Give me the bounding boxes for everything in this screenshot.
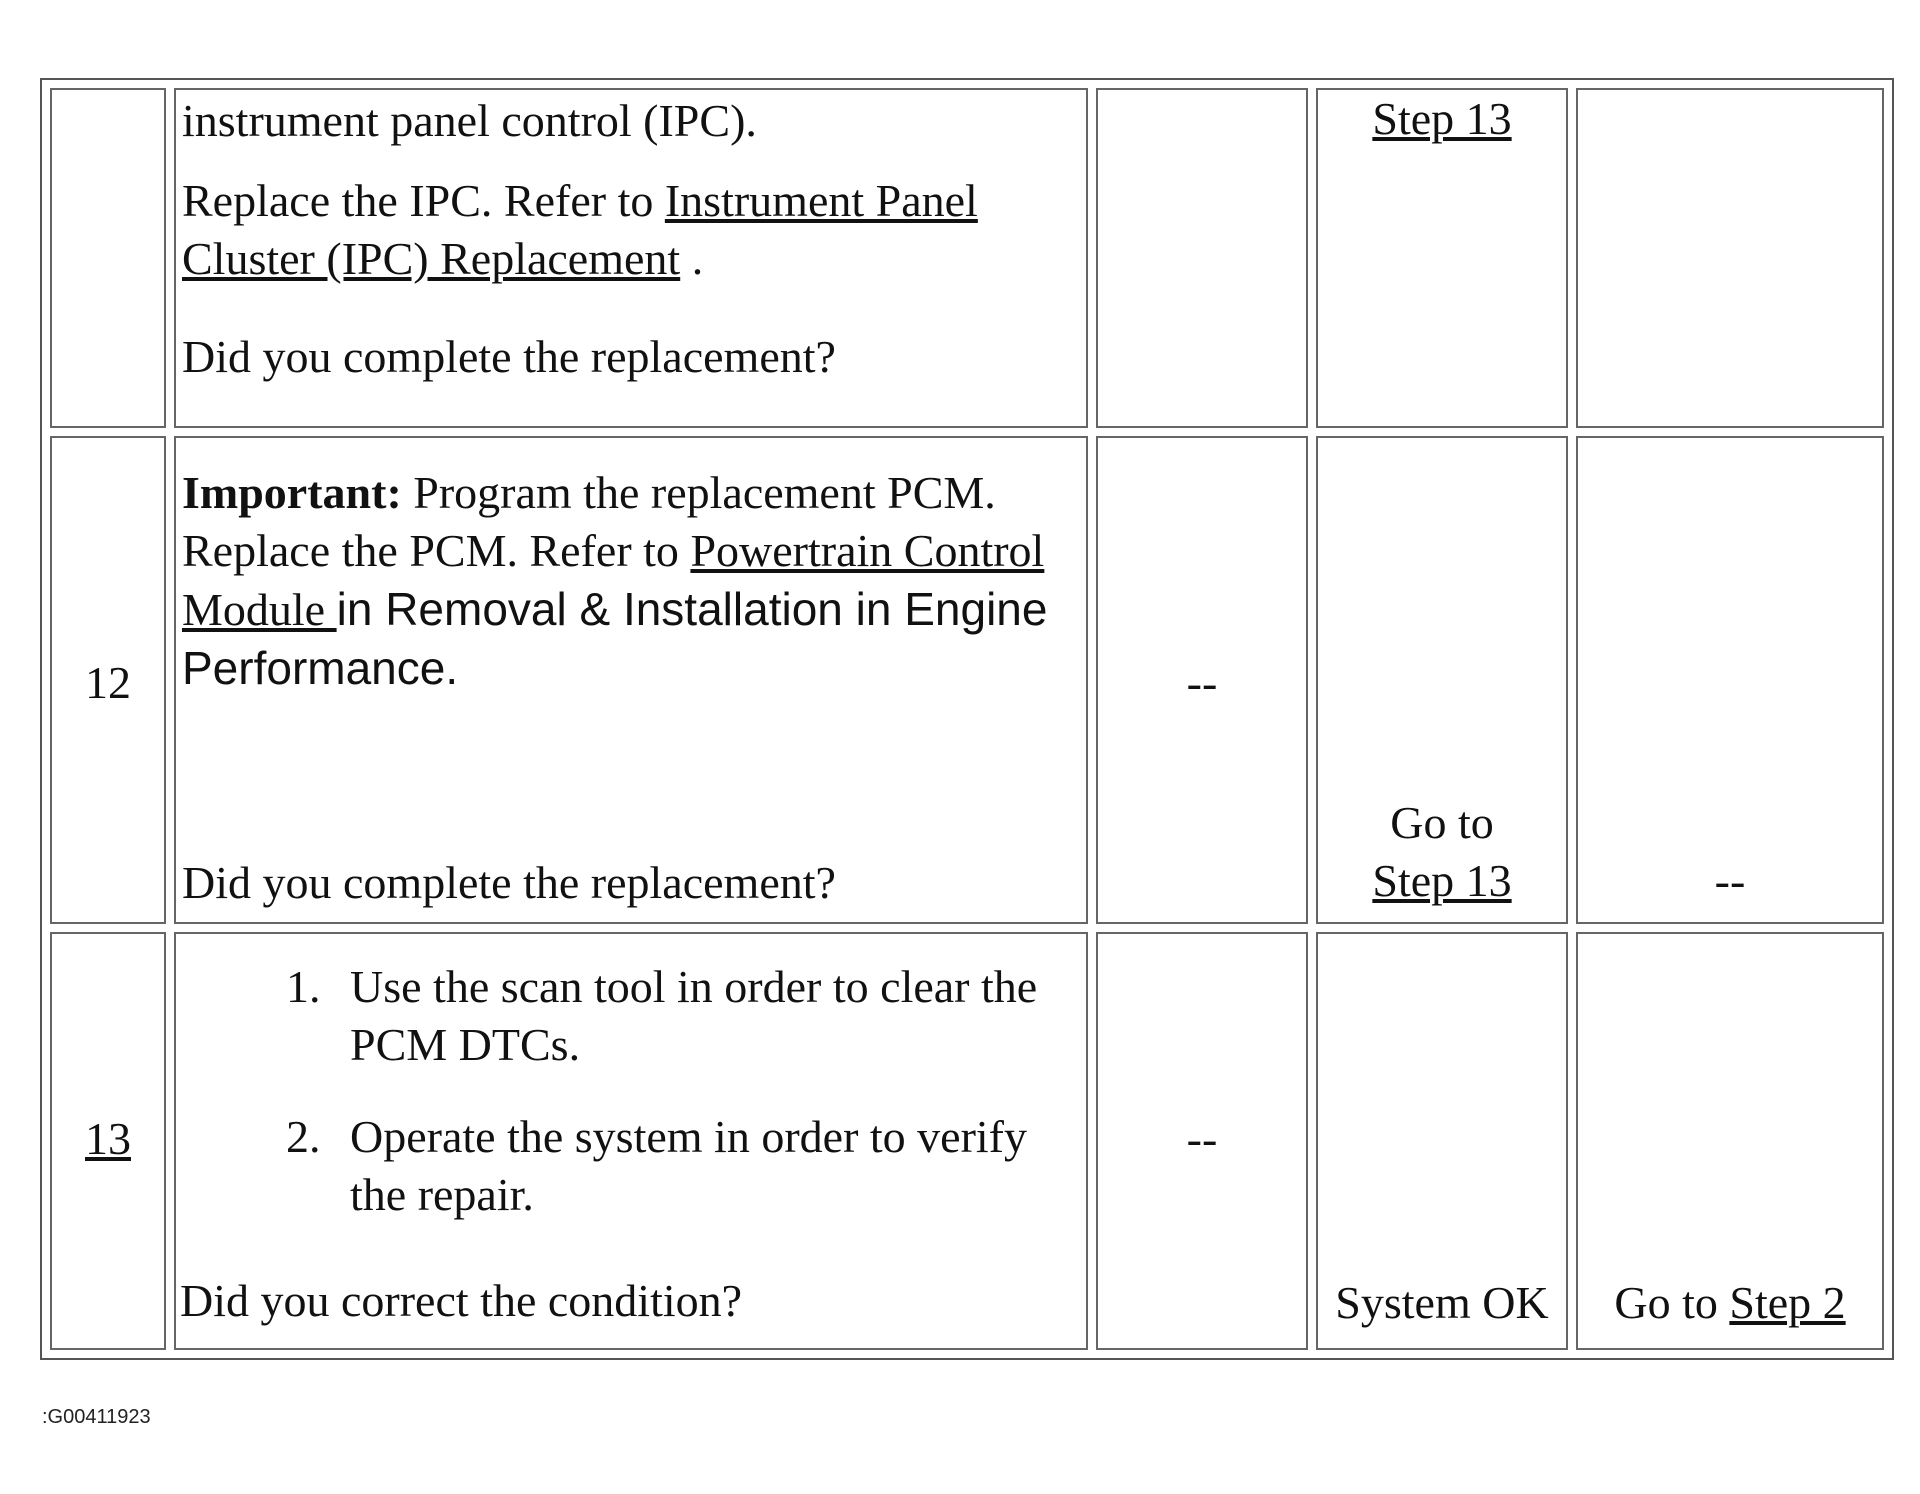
value-cell: -- [1096, 436, 1308, 924]
value-cell [1096, 88, 1308, 428]
diagnostic-table-container [40, 78, 1892, 1360]
step-2-link[interactable]: Step 2 [1729, 1277, 1846, 1328]
yes-cell: System OK [1316, 932, 1568, 1350]
table-row [50, 932, 1884, 1350]
question-text: Did you correct the condition? [180, 1275, 743, 1326]
go-to-text: Go to [1390, 797, 1494, 848]
action-text: instrument panel control (IPC). [182, 95, 757, 146]
pcm-link[interactable]: Powertrain Control Module [182, 525, 1045, 635]
question-text: Did you complete the replacement? [182, 857, 836, 908]
yes-cell [1316, 436, 1568, 924]
yes-cell [1316, 88, 1568, 428]
figure-id: :G00411923 [42, 1406, 151, 1428]
question-text: Did you complete the replacement? [182, 331, 836, 382]
list-item: 1. Use the scan tool in order to clear the PCM DTCs. [332, 958, 1080, 1074]
list-item: 2. Operate the system in order to verify the repair. [332, 1108, 1080, 1224]
step-13-link[interactable]: Step 13 [1372, 93, 1512, 144]
value-cell: -- [1096, 932, 1308, 1350]
table-row [50, 436, 1884, 924]
action-text: Important: Program the replacement PCM. Replace the PCM. Refer to Powertrain Control Module in Removal & Installation in Engine Performance. [182, 467, 1048, 694]
step-13-link[interactable]: Step 13 [1372, 855, 1512, 906]
action-cell [174, 932, 1088, 1350]
diagnostic-table [40, 78, 1894, 1360]
table-row [50, 88, 1884, 428]
step-cell [50, 88, 166, 428]
step-13-anchor[interactable]: 13 [85, 1113, 131, 1164]
step-number: 12 [85, 657, 131, 708]
action-cell [174, 88, 1088, 428]
no-cell [1576, 88, 1884, 428]
important-label: Important: [182, 467, 402, 518]
step-cell [50, 932, 166, 1350]
no-cell: Go to Step 2 [1576, 932, 1884, 1350]
action-list [182, 958, 1080, 1224]
action-text: Replace the IPC. Refer to Instrument Panel Cluster (IPC) Replacement . [182, 175, 978, 284]
no-cell: -- [1576, 436, 1884, 924]
action-cell [174, 436, 1088, 924]
step-cell [50, 436, 166, 924]
ipc-replacement-link[interactable]: Instrument Panel Cluster (IPC) Replacement [182, 175, 978, 284]
